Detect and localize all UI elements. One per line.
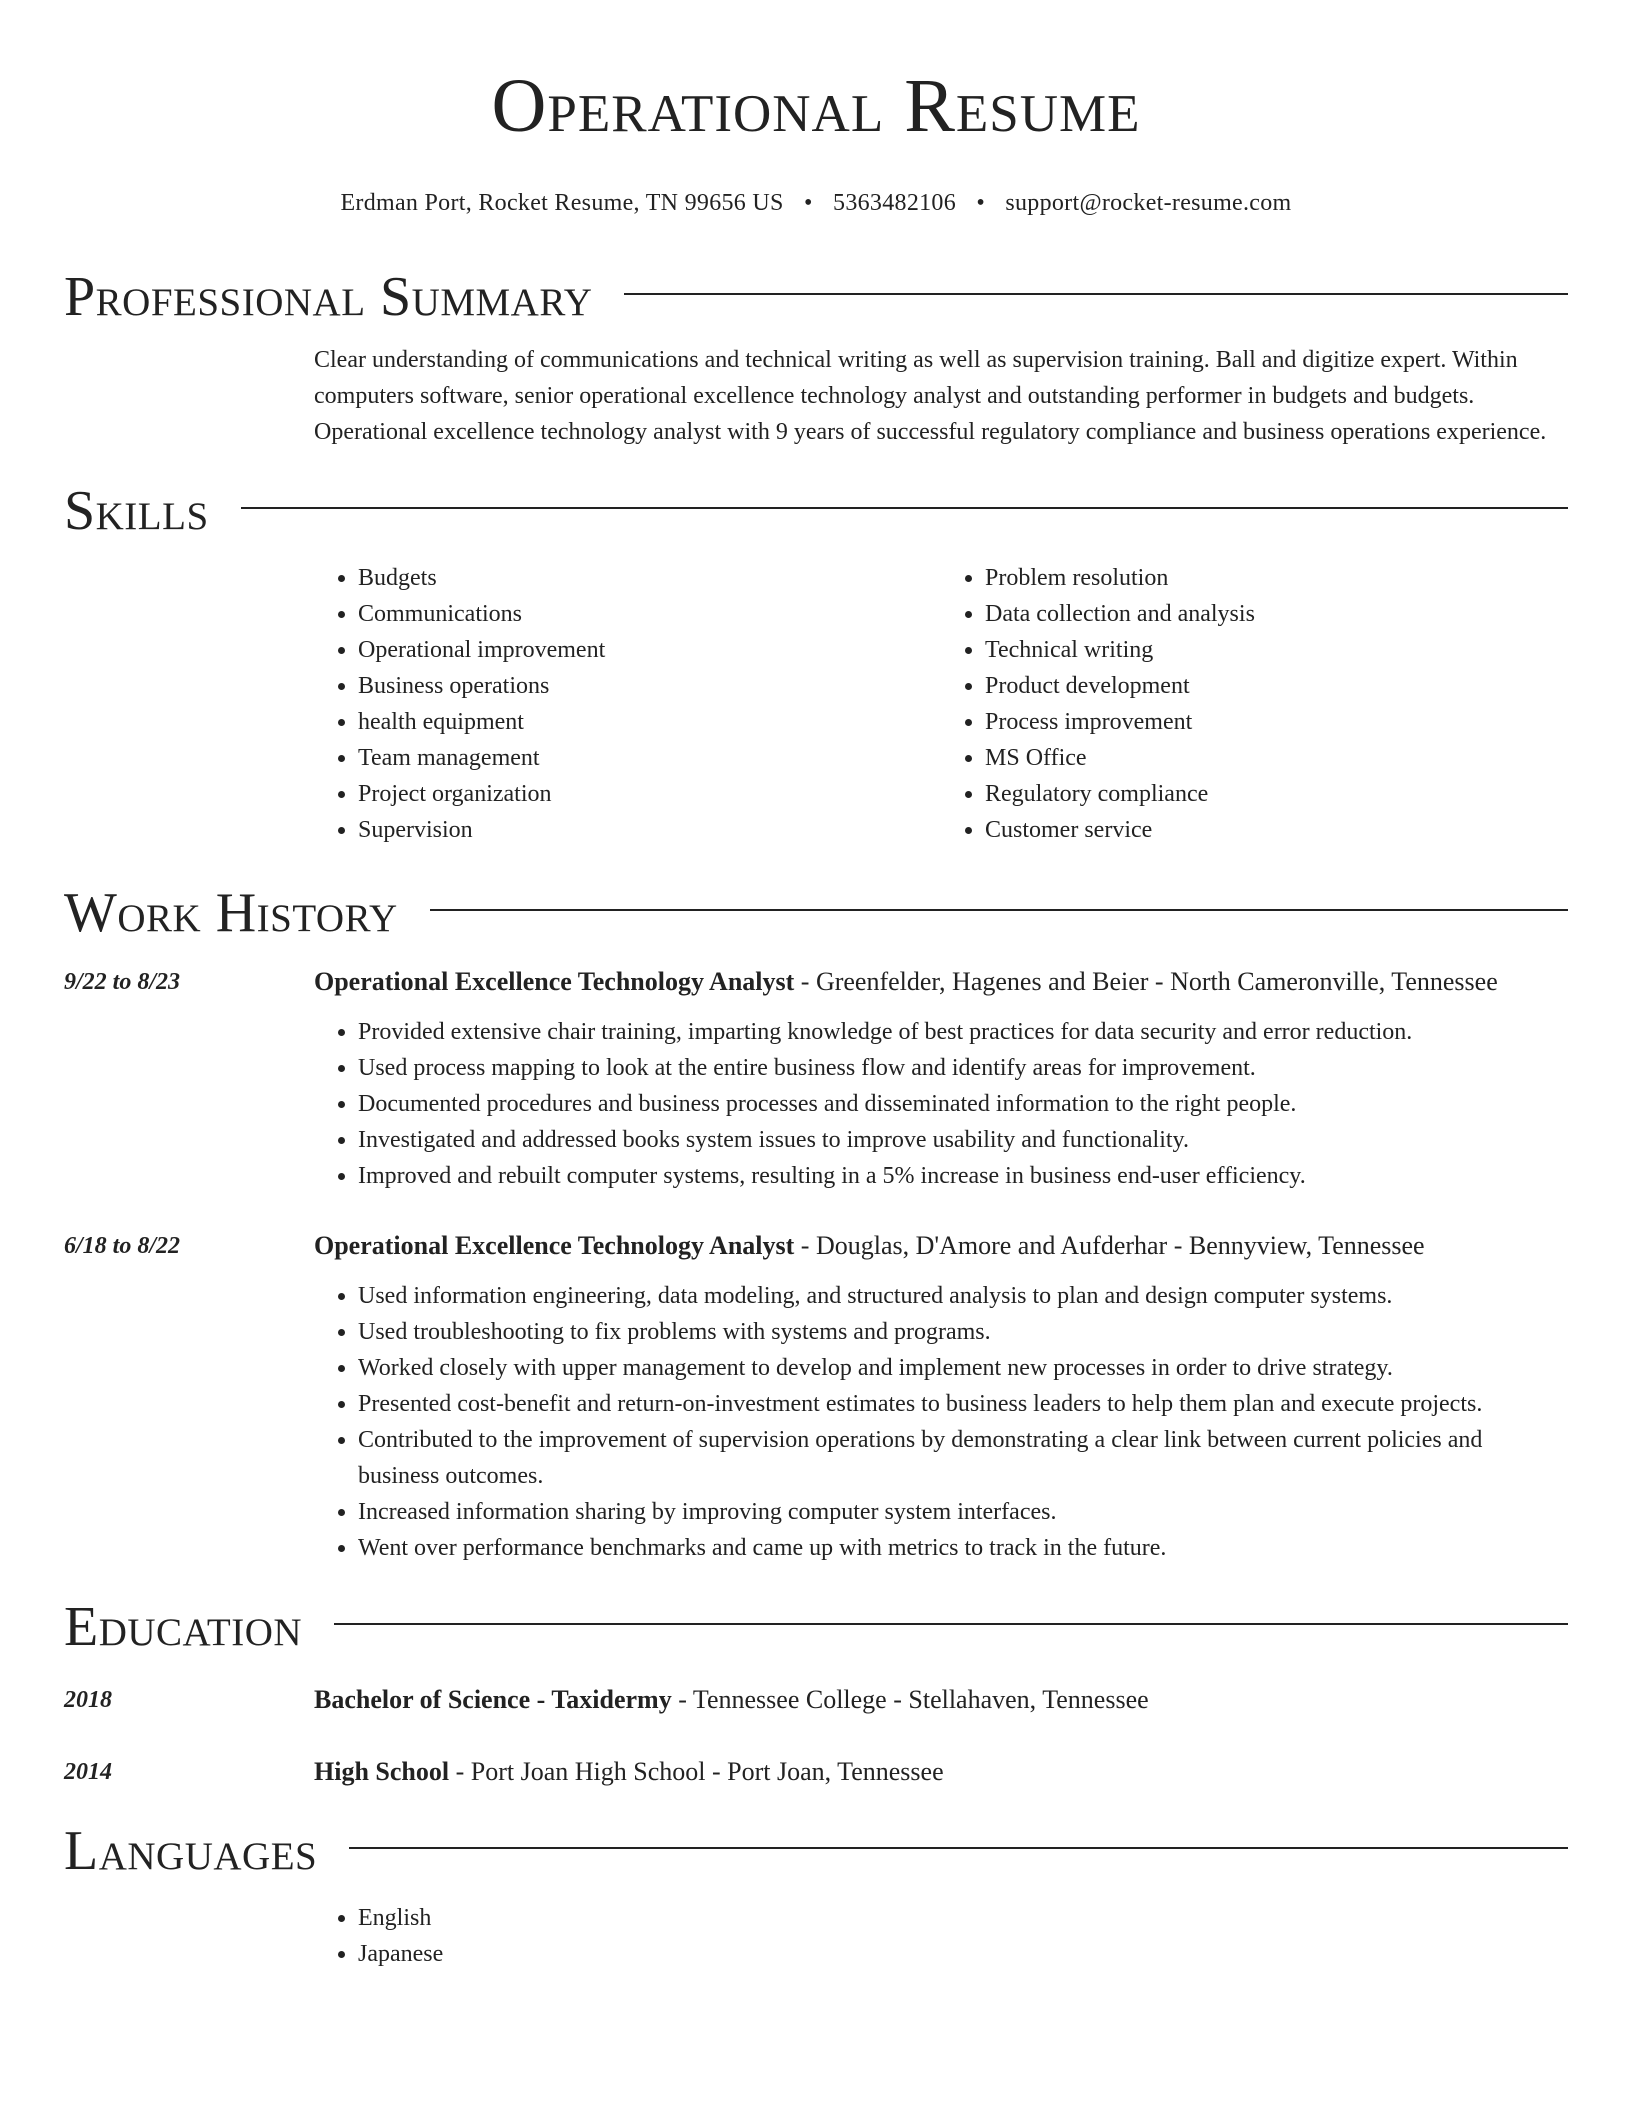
job-title: Operational Excellence Technology Analyst	[314, 967, 795, 996]
skill-item: • Product development	[985, 668, 1568, 704]
languages-section-header	[64, 1816, 1568, 1886]
work-heading: Work History	[64, 882, 398, 944]
summary-row	[64, 342, 1568, 450]
skill-item: • Budgets	[358, 560, 941, 596]
job-bullet: • Went over performance benchmarks and came up with metrics to track in the future.	[358, 1530, 1568, 1566]
skill-item: • Customer service	[985, 812, 1568, 848]
skill-item: • Operational improvement	[358, 632, 941, 668]
job-bullet: • Improved and rebuilt computer systems, resulting in a 5% increase in business end-user efficiency.	[358, 1158, 1568, 1194]
languages-list	[314, 1900, 1568, 1972]
job-header-row	[64, 1228, 1568, 1264]
skill-item: • Data collection and analysis	[985, 596, 1568, 632]
language-item: • Japanese	[358, 1936, 1568, 1972]
skills-spacer	[64, 546, 314, 848]
education-year: 2014	[64, 1759, 112, 1785]
section-divider	[349, 1847, 1568, 1849]
job-bullet: • Contributed to the improvement of supervision operations by demonstrating a clear link between current policies and business outcomes.	[358, 1422, 1568, 1494]
language-item: • English	[358, 1900, 1568, 1936]
job-title: Operational Excellence Technology Analyst	[314, 1231, 795, 1260]
skills-row	[64, 546, 1568, 848]
job-bullet: • Increased information sharing by improving computer system interfaces.	[358, 1494, 1568, 1530]
languages-spacer	[64, 1900, 314, 1972]
education-degree: High School	[314, 1757, 450, 1786]
section-divider	[334, 1623, 1568, 1625]
job-bullet: • Used information engineering, data modeling, and structured analysis to plan and design computer systems.	[358, 1278, 1568, 1314]
summary-heading: Professional Summary	[64, 266, 593, 328]
job-bullet: • Provided extensive chair training, imparting knowledge of best practices for data security and error reduction.	[358, 1014, 1568, 1050]
contact-line	[64, 188, 1568, 218]
section-divider	[241, 507, 1568, 509]
job-bullet: • Documented procedures and business processes and disseminated information to the right people.	[358, 1086, 1568, 1122]
job-bullet: • Used troubleshooting to fix problems with systems and programs.	[358, 1314, 1568, 1350]
skills-section-header	[64, 476, 1568, 546]
skill-item: • Communications	[358, 596, 941, 632]
skill-item: • Business operations	[358, 668, 941, 704]
job-bullet-list	[314, 1278, 1568, 1566]
section-divider	[624, 293, 1568, 295]
education-heading: Education	[64, 1596, 303, 1658]
job-spacer	[64, 1264, 314, 1566]
skill-item: • Supervision	[358, 812, 941, 848]
education-entry	[64, 1754, 1568, 1790]
job-bullets-row	[64, 1264, 1568, 1566]
languages-row	[64, 1900, 1568, 1972]
summary-spacer	[64, 342, 314, 450]
job-dates: 9/22 to 8/23	[64, 969, 181, 995]
languages-heading: Languages	[64, 1820, 318, 1882]
resume-name: Operational Resume	[491, 64, 1141, 148]
summary-section-header	[64, 262, 1568, 332]
job-dates: 6/18 to 8/22	[64, 1233, 181, 1259]
job-bullets	[314, 1264, 1568, 1566]
skill-item: • Problem resolution	[985, 560, 1568, 596]
job-bullet: • Used process mapping to look at the entire business flow and identify areas for improvement.	[358, 1050, 1568, 1086]
contact-phone: 5363482106	[833, 190, 957, 216]
skill-item: • MS Office	[985, 740, 1568, 776]
skill-item: • Technical writing	[985, 632, 1568, 668]
education-line	[314, 1682, 1568, 1718]
contact-separator: •	[804, 190, 813, 216]
job-entry	[64, 964, 1568, 1194]
job-employer: - Greenfelder, Hagenes and Beier - North Cameronville, Tennessee	[794, 967, 1498, 996]
skills-heading: Skills	[64, 480, 209, 542]
job-entry	[64, 1228, 1568, 1566]
job-title-line	[314, 1228, 1568, 1264]
skill-item: • Regulatory compliance	[985, 776, 1568, 812]
contact-address: Erdman Port, Rocket Resume, TN 99656 US	[340, 190, 784, 216]
job-bullets-row	[64, 1000, 1568, 1194]
education-year: 2018	[64, 1687, 112, 1713]
skills-list-right	[941, 560, 1568, 848]
job-spacer	[64, 1000, 314, 1194]
education-degree: Bachelor of Science - Taxidermy	[314, 1685, 672, 1714]
education-school: - Tennessee College - Stellahaven, Tennessee	[671, 1685, 1149, 1714]
skill-item: • Team management	[358, 740, 941, 776]
job-bullet: • Investigated and addressed books system issues to improve usability and functionality.	[358, 1122, 1568, 1158]
job-bullet: • Presented cost-benefit and return-on-investment estimates to business leaders to help them plan and execute projects.	[358, 1386, 1568, 1422]
section-divider	[430, 909, 1568, 911]
job-bullet: • Worked closely with upper management to develop and implement new processes in order to drive strategy.	[358, 1350, 1568, 1386]
skills-columns	[314, 560, 1568, 848]
summary-text: Clear understanding of communications and technical writing as well as supervision training. Ball and digitize expert. Within computers software, senior operational excellence technology analyst and outstanding performer in budgets and budgets. Operational excellence technology analyst with 9 years of successful regulatory compliance and business operations experience.	[314, 347, 1547, 445]
job-header-row	[64, 964, 1568, 1000]
languages-list-wrap	[314, 1900, 1568, 1972]
education-school: - Port Joan High School - Port Joan, Tennessee	[449, 1757, 944, 1786]
education-entry	[64, 1682, 1568, 1718]
job-title-line	[314, 964, 1568, 1000]
work-section-header	[64, 878, 1568, 948]
contact-email: support@rocket-resume.com	[1005, 190, 1292, 216]
skill-item: • Process improvement	[985, 704, 1568, 740]
job-bullets	[314, 1000, 1568, 1194]
job-employer: - Douglas, D'Amore and Aufderhar - Bennyview, Tennessee	[794, 1231, 1425, 1260]
skill-item: • health equipment	[358, 704, 941, 740]
job-bullet-list	[314, 1014, 1568, 1194]
skills-list-left	[314, 560, 941, 848]
skill-item: • Project organization	[358, 776, 941, 812]
education-section-header	[64, 1592, 1568, 1662]
contact-separator: •	[976, 190, 986, 216]
education-line	[314, 1754, 1568, 1790]
